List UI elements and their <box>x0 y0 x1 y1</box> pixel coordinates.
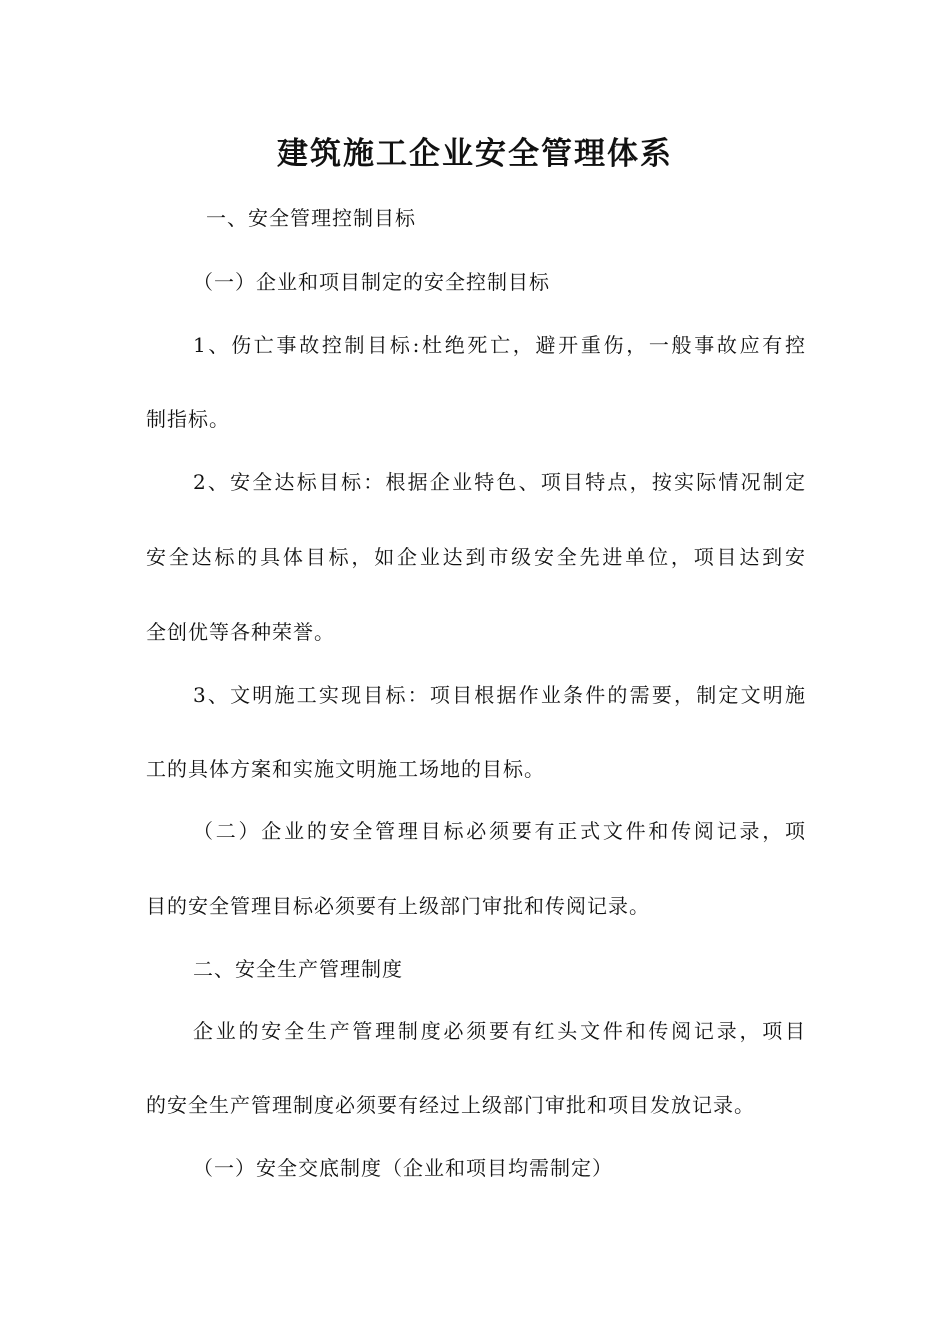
subsection-heading-1-2: （二）企业的安全管理目标必须要有正式文件和传阅记录，项 <box>193 819 806 843</box>
paragraph-line: 安全达标的具体目标，如企业达到市级安全先进单位，项目达到安 <box>146 545 806 569</box>
paragraph-line: 3、文明施工实现目标：项目根据作业条件的需要，制定文明施 <box>193 683 806 707</box>
subsection-heading-2-1: （一）安全交底制度（企业和项目均需制定） <box>193 1156 613 1180</box>
paragraph-line: 1、伤亡事故控制目标:杜绝死亡，避开重伤，一般事故应有控 <box>193 333 806 357</box>
paragraph-line: 的安全生产管理制度必须要有经过上级部门审批和项目发放记录。 <box>146 1093 755 1117</box>
section-heading-2: 二、安全生产管理制度 <box>193 957 403 981</box>
document-title: 建筑施工企业安全管理体系 <box>277 136 673 172</box>
paragraph-line: 工的具体方案和实施文明施工场地的目标。 <box>146 757 545 781</box>
paragraph-line: 全创优等各种荣誉。 <box>146 620 335 644</box>
paragraph-line: 目的安全管理目标必须要有上级部门审批和传阅记录。 <box>146 894 650 918</box>
paragraph-line: 制指标。 <box>146 407 230 431</box>
paragraph-line: 企业的安全生产管理制度必须要有红头文件和传阅记录，项目 <box>193 1019 806 1043</box>
paragraph-line: 2、安全达标目标：根据企业特色、项目特点，按实际情况制定 <box>193 470 806 494</box>
section-heading-1: 一、安全管理控制目标 <box>206 206 416 230</box>
subsection-heading-1-1: （一）企业和项目制定的安全控制目标 <box>193 270 550 294</box>
